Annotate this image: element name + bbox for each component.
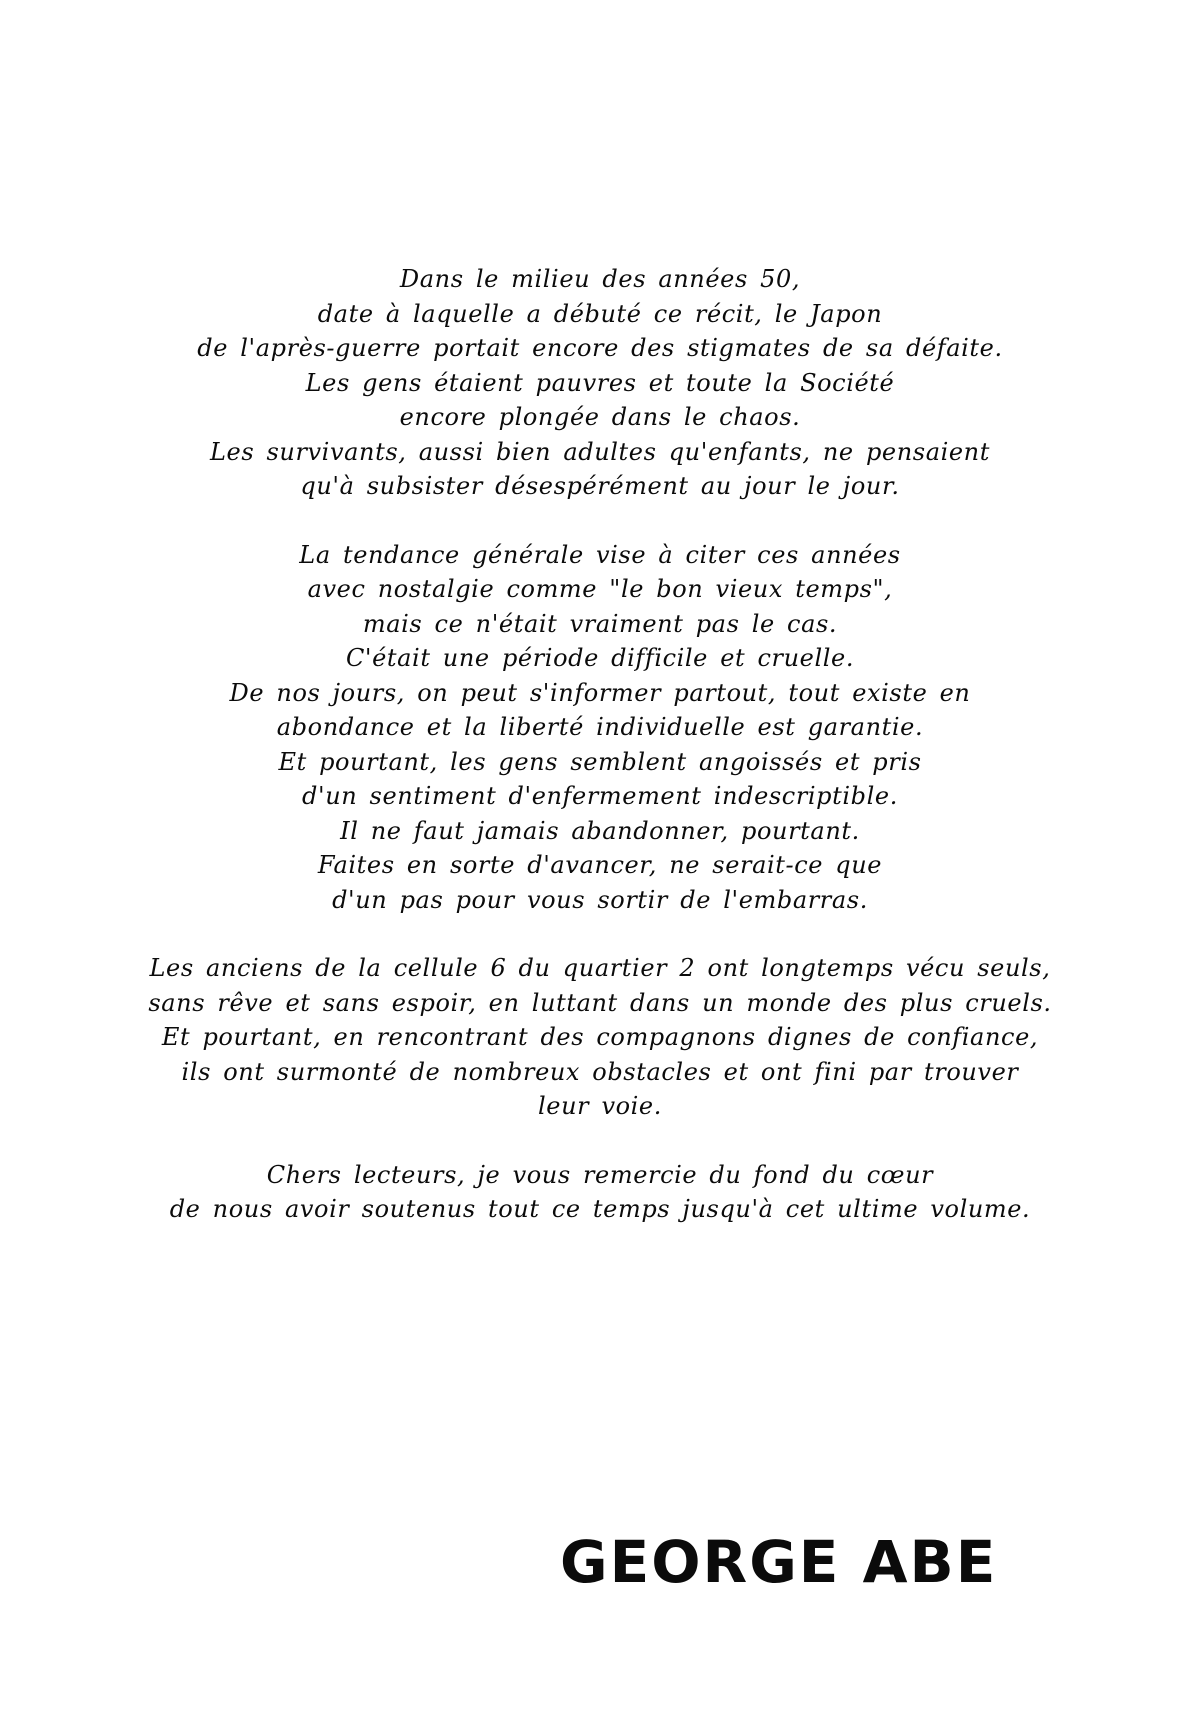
paragraph-4 [0,1158,1200,1227]
text-line: ils ont surmonté de nombreux obstacles et ont fini par trouver [181,1057,1019,1086]
paragraph-2 [0,538,1200,918]
text-line: Dans le milieu des années 50, [399,265,801,293]
text-line: leur voie. [538,1092,662,1120]
text-line: mais ce n'était vraiment pas le cas. [362,609,838,638]
text-line: Chers lecteurs, je vous remercie du fond du cœur [266,1160,934,1189]
text-line: qu'à subsister désespérément au jour le jour. [300,472,900,500]
text-line: abondance et la liberté individuelle est garantie. [276,713,924,741]
text-line: La tendance générale vise à citer ces années [299,540,901,569]
text-line: date à laquelle a débuté ce récit, le Japon [317,299,883,328]
author-signature: GEORGE ABE [560,1528,998,1596]
paragraph-3 [0,951,1200,1124]
text-line: Et pourtant, en rencontrant des compagnons dignes de confiance, [161,1023,1039,1051]
text-line: Et pourtant, les gens semblent angoissés et pris [278,747,922,776]
text-line: Il ne faut jamais abandonner, pourtant. [340,816,860,845]
text-line: avec nostalgie comme "le bon vieux temps", [307,575,893,603]
text-line: Faites en sorte d'avancer, ne serait-ce que [317,851,883,879]
text-line: d'un sentiment d'enfermement indescriptible. [302,782,898,810]
text-line: d'un pas pour vous sortir de l'embarras. [332,885,868,914]
text-line: sans rêve et sans espoir, en luttant dans un monde des plus cruels. [148,988,1052,1017]
text-line: C'était une période difficile et cruelle. [345,644,855,672]
paragraph-1 [0,262,1200,504]
text-line: De nos jours, on peut s'informer partout, tout existe en [229,678,971,707]
text-line: Les anciens de la cellule 6 du quartier 2 ont longtemps vécu seuls, [149,954,1051,982]
text-line: encore plongée dans le chaos. [399,403,801,431]
text-line: Les gens étaient pauvres et toute la Société [305,368,895,397]
afterword-letter [0,262,1200,1261]
text-line: Les survivants, aussi bien adultes qu'enfants, ne pensaient [209,437,990,466]
text-line: de nous avoir soutenus tout ce temps jusqu'à cet ultime volume. [169,1195,1031,1223]
text-line: de l'après-guerre portait encore des stigmates de sa défaite. [197,334,1003,362]
